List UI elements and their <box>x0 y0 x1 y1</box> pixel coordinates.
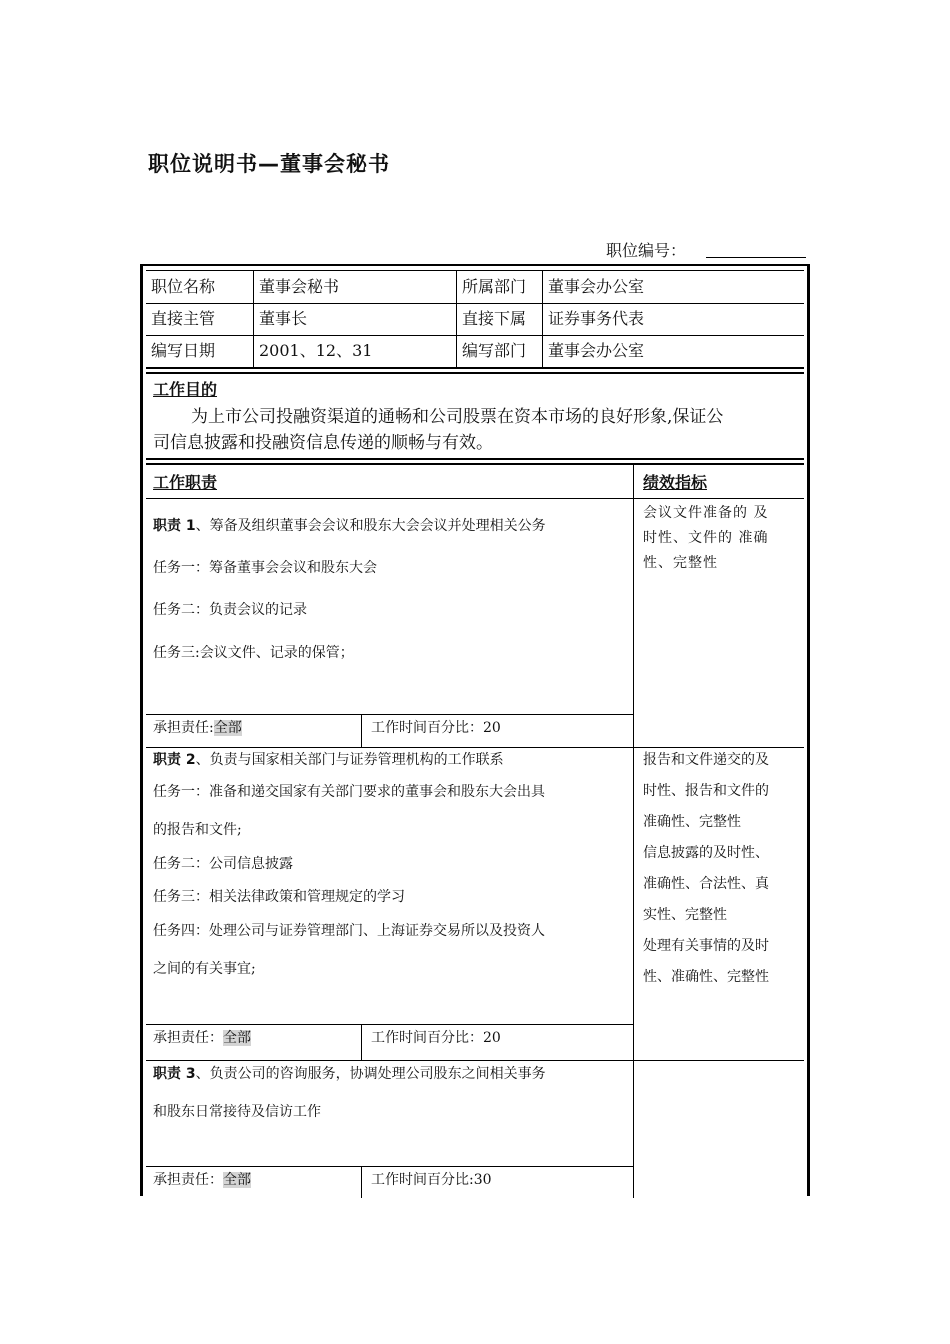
duty-2-time: 工作时间百分比：20 <box>371 1030 501 1046</box>
duty-1-responsibility: 承担责任:全部 <box>153 720 242 736</box>
duty-1-time: 工作时间百分比：20 <box>371 720 501 736</box>
duty-2-task: 之间的有关事宜; <box>153 961 256 977</box>
duty-divider <box>146 1060 804 1061</box>
info-row-divider <box>146 303 804 304</box>
kpi-header: 绩效指标 <box>643 473 708 492</box>
duty-1-resp-line <box>146 714 633 715</box>
purpose-heading: 工作目的 <box>153 380 218 399</box>
job-number-label: 职位编号： <box>606 241 687 260</box>
duty-3-resp-divider <box>361 1166 362 1198</box>
duty-2-title: 职责 2、负责与国家相关部门与证券管理机构的工作联系 <box>153 752 504 768</box>
section-line <box>146 463 804 465</box>
info-value: 董事会办公室 <box>548 277 645 296</box>
duty-2-task: 任务三：相关法律政策和管理规定的学习 <box>153 889 405 905</box>
duty-2-task: 任务一：准备和递交国家有关部门要求的董事会和股东大会出具 <box>153 784 545 800</box>
info-col-divider <box>542 270 543 368</box>
job-number-blank <box>706 257 806 258</box>
duty-2-task: 任务二：公司信息披露 <box>153 856 293 872</box>
info-label: 编写日期 <box>151 341 216 360</box>
kpi-col-divider <box>633 463 634 1198</box>
duty-1-task: 任务三:会议文件、记录的保管； <box>153 645 354 661</box>
purpose-line: 为上市公司投融资渠道的通畅和公司股票在资本市场的良好形象,保证公 <box>191 407 724 427</box>
duty-1-kpi: 会议文件准备的 及 时性、文件的 准确 性、完整性 <box>643 505 769 571</box>
info-col-divider <box>253 270 254 368</box>
info-row-divider <box>146 335 804 336</box>
duty-1-resp-divider <box>361 714 362 748</box>
info-value: 董事长 <box>259 309 308 328</box>
duty-3-title: 职责 3、负责公司的咨询服务，协调处理公司股东之间相关事务 <box>153 1066 546 1082</box>
header-bottom-line <box>146 498 804 499</box>
info-label: 所属部门 <box>462 277 527 296</box>
duty-1-task: 任务一：筹备董事会会议和股东大会 <box>153 560 377 576</box>
duty-2-resp-divider <box>361 1024 362 1061</box>
job-description-table <box>140 264 810 1196</box>
info-value: 证券事务代表 <box>548 309 645 328</box>
info-label: 编写部门 <box>462 341 527 360</box>
info-value: 董事会秘书 <box>259 277 340 296</box>
duty-2-resp-line <box>146 1024 633 1025</box>
duty-3-resp-line <box>146 1166 633 1167</box>
duties-header: 工作职责 <box>153 473 218 492</box>
info-top-inner-line <box>146 270 804 271</box>
duty-1-task: 任务二：负责会议的记录 <box>153 602 307 618</box>
duty-3-time: 工作时间百分比:30 <box>371 1172 492 1188</box>
duty-2-kpi: 报告和文件递交的及 时性、报告和文件的 准确性、完整性 信息披露的及时性、 准确性、合法性、真 实性、完整性 处理有关事情的及时 性、准确性、完整性 <box>643 752 769 985</box>
info-col-divider <box>456 270 457 368</box>
section-line <box>146 458 804 460</box>
info-value: 董事会办公室 <box>548 341 645 360</box>
purpose-line: 司信息披露和投融资信息传递的顺畅与有效。 <box>153 433 493 453</box>
info-label: 职位名称 <box>151 277 216 296</box>
duty-2-task: 任务四：处理公司与证券管理部门、上海证券交易所以及投资人 <box>153 923 545 939</box>
duty-3-responsibility: 承担责任：全部 <box>153 1172 251 1188</box>
info-label: 直接下属 <box>462 309 527 328</box>
duty-3-line: 和股东日常接待及信访工作 <box>153 1104 321 1120</box>
info-bottom-line <box>146 367 804 369</box>
page-title: 职位说明书—董事会秘书 <box>148 152 390 176</box>
duty-2-task: 的报告和文件; <box>153 822 242 838</box>
duty-2-responsibility: 承担责任：全部 <box>153 1030 251 1046</box>
duty-1-title: 职责 1、筹备及组织董事会会议和股东大会会议并处理相关公务 <box>153 518 546 534</box>
info-label: 直接主管 <box>151 309 216 328</box>
info-value: 2001、12、31 <box>259 341 373 360</box>
info-bottom-line <box>146 372 804 374</box>
